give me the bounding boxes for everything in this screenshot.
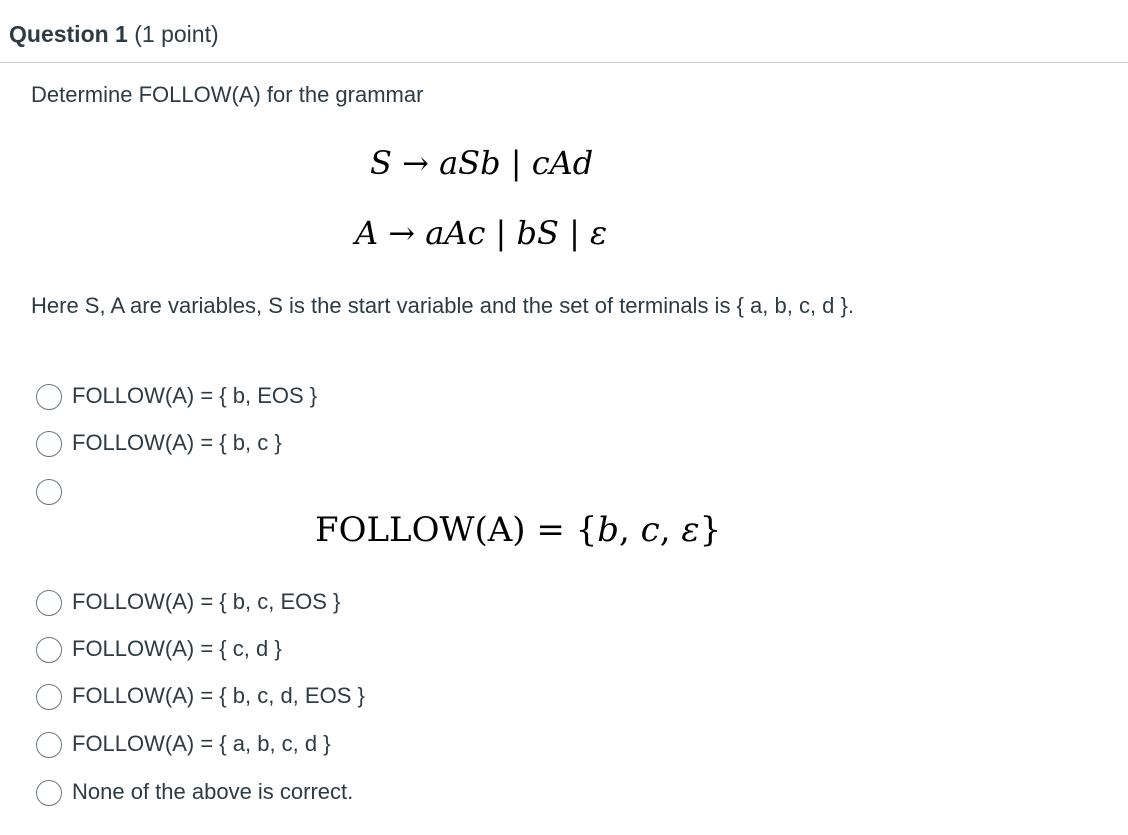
rule-separator: | [510,144,522,182]
answer-option[interactable] [36,428,1116,458]
rule-arrow: → [402,144,429,182]
answer-option[interactable] [36,777,1116,807]
answer-option-label: FOLLOW(A) = { b, EOS } [72,383,318,408]
answer-option[interactable] [36,729,1116,759]
rule-alt: ε [590,214,608,252]
grammar-rule-s [370,143,593,183]
rule-alt: aSb [439,144,501,182]
rule-arrow: → [388,214,416,252]
answer-option-label: FOLLOW(A) = { c, d } [72,636,282,661]
math-prefix: FOLLOW(A) = { [315,510,598,550]
radio-button[interactable] [36,384,62,410]
rule-lhs: S [370,144,392,182]
question-prompt: Determine FOLLOW(A) for the grammar [31,82,424,107]
radio-button[interactable] [36,431,62,457]
math-term: c [640,510,660,550]
answer-option-label: FOLLOW(A) = { a, b, c, d } [72,731,331,756]
answer-option-label: FOLLOW(A) = { b, c, d, EOS } [72,683,365,708]
answer-option-math [315,508,721,552]
radio-button[interactable] [36,780,62,806]
answer-option-label: None of the above is correct. [72,779,354,804]
answer-option[interactable] [36,381,1116,411]
answer-option[interactable] [36,587,1116,617]
radio-button[interactable] [36,637,62,663]
question-points: (1 point) [134,21,219,47]
header-divider [0,62,1128,63]
question-header [0,0,1128,62]
math-close: } [699,510,722,550]
radio-button[interactable] [36,684,62,710]
question-note: Here S, A are variables, S is the start variable and the set of terminals is { a, b, c, d }. [31,293,854,318]
rule-lhs: A [355,214,379,252]
math-term: b [597,510,620,550]
radio-button[interactable] [36,479,62,505]
grammar-rule-a [355,213,607,253]
math-term: ε [681,510,700,550]
answer-option[interactable] [36,681,1116,711]
answer-option-label: FOLLOW(A) = { b, c } [72,430,282,455]
math-comma: , [659,510,682,550]
rule-alt: cAd [531,144,594,182]
question-title [9,19,219,49]
radio-button[interactable] [36,732,62,758]
math-comma: , [619,510,641,550]
rule-separator: | [569,214,580,252]
answer-option[interactable] [36,634,1116,664]
rule-alt: aAc [425,214,486,252]
answer-option[interactable] [36,476,1116,556]
answer-option-label: FOLLOW(A) = { b, c, EOS } [72,589,341,614]
rule-separator: | [495,214,507,252]
question-number: Question 1 [9,21,128,47]
rule-alt: bS [516,214,559,252]
radio-button[interactable] [36,590,62,616]
